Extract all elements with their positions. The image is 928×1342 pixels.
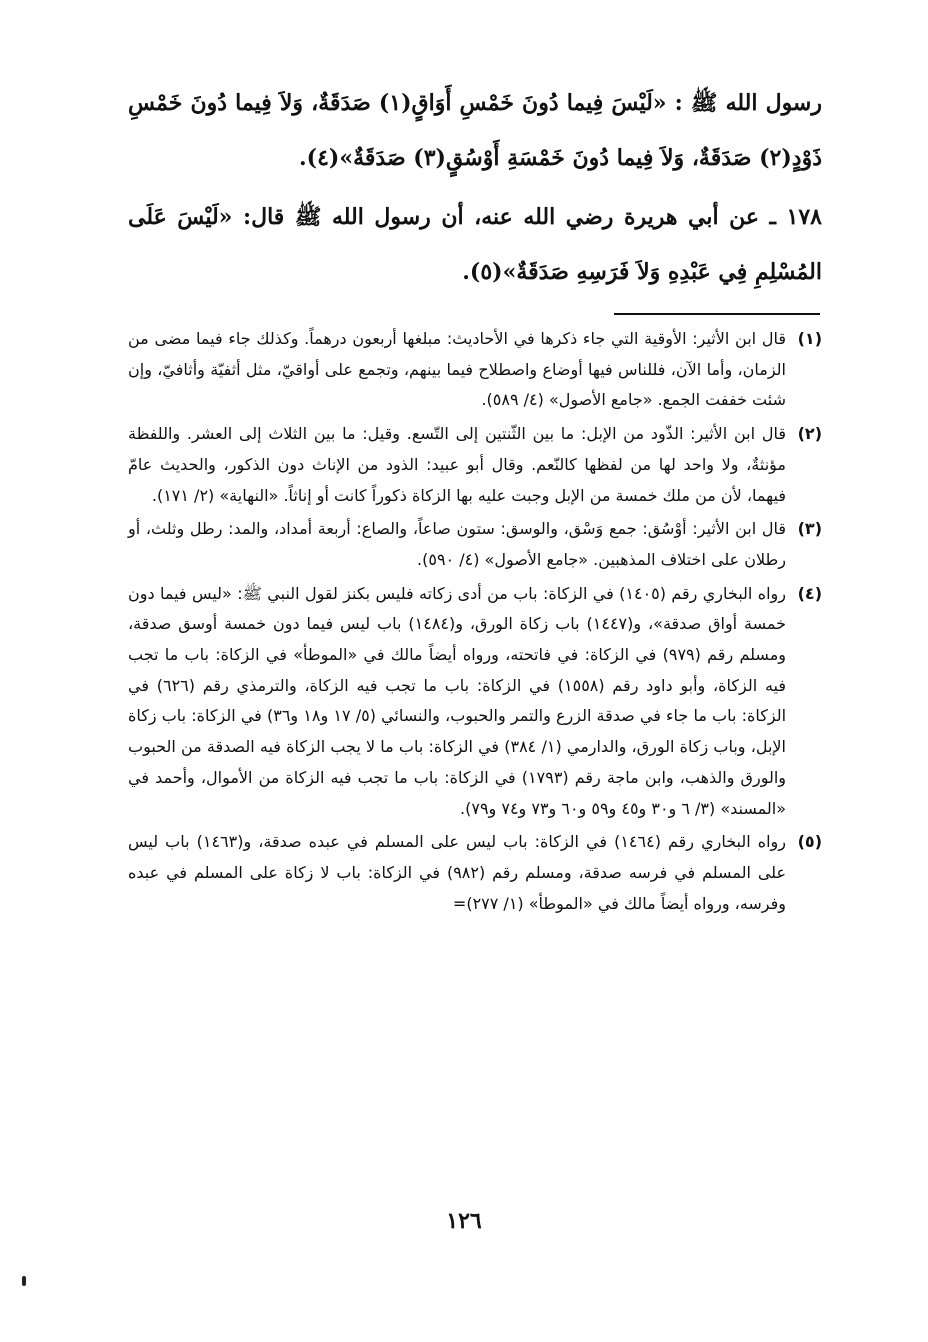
- footnote-text: رواه البخاري رقم (١٤٠٥) في الزكاة: باب من أدى زكاته فليس بكنز لقول النبي ﷺ: «ليس فيما دون خمسة أواق صدقة»، و(١٤٤٧) باب زكاة الورق، و(١٤٨٤) باب ليس فيما دون خمسة أوسق صدقة، ومسلم رقم (٩٧٩) في الزكاة: في فاتحته، ورواه أيضاً مالك في «الموطأ» في الزكاة: باب ما تجب فيه الزكاة، وأبو داود رقم (١٥٥٨) في الزكاة: باب ما تجب فيه الزكاة، والترمذي رقم (٦٢٦) في الزكاة: باب ما جاء في صدقة الزرع والتمر والحبوب، والنسائي (٥/ ١٧ و١٨ و٣٦) في الزكاة: باب زكاة الإبل، وباب زكاة الورق، والدارمي (١/ ٣٨٤) في الزكاة: باب ما لا يجب الزكاة فيه الصدقة من الحبوب والورق والذهب، وابن ماجة رقم (١٧٩٣) في الزكاة: باب ما تجب فيه الزكاة من الأموال، وأحمد في «المسند» (٣/ ٦ و٣٠ و٤٥ و٥٩ و٦٠ و٧٣ و٧٤ و٧٩).: [128, 583, 787, 818]
- footnote-number: (٤): [797, 583, 822, 603]
- footnote-1: [128, 324, 822, 416]
- main-text: [128, 76, 822, 304]
- footnote-text: رواه البخاري رقم (١٤٦٤) في الزكاة: باب ليس على المسلم في عبده صدقة، و(١٤٦٣) باب ليس على المسلم في فرسه صدقة، ومسلم رقم (٩٨٢) في الزكاة: باب لا زكاة على المسلم في عبده وفرسه، ورواه أيضاً مالك في «الموطأ» (١/ ٢٧٧)=: [128, 832, 787, 913]
- footnote-4: [128, 579, 822, 825]
- footnote-number: (٥): [797, 832, 822, 852]
- hadith-paragraph-178: ١٧٨ ـ عن أبي هريرة رضي الله عنه، أن رسول الله ﷺ قال: «لَيْسَ عَلَى المُسْلِمِ فِي عَبْدِهِ وَلاَ فَرَسِهِ صَدَقَةٌ»(٥).: [128, 204, 822, 285]
- footnote-separator: [614, 313, 820, 315]
- hadith-paragraph-continuation: رسول الله ﷺ : «لَيْسَ فِيما دُونَ خَمْسِ أَوَاقٍ(١) صَدَقَةٌ، وَلاَ فِيما دُونَ خَمْسِ ذَوْدٍ(٢) صَدَقَةٌ، وَلاَ فِيما دُونَ خَمْسَةِ أَوْسُقٍ(٣) صَدَقَةٌ»(٤).: [128, 90, 822, 171]
- page-number: ١٢٦: [446, 1208, 482, 1234]
- footnote-number: (٣): [797, 519, 822, 539]
- footnote-number: (٢): [797, 424, 822, 444]
- footnote-text: قال ابن الأثير: أوْسُق: جمع وَسْق، والوسق: ستون صاعاً، والصاع: أربعة أمداد، والمد: رطل وثلث، أو رطلان على اختلاف المذهبين. «جامع الأصول» (٤/ ٥٩٠).: [128, 519, 786, 569]
- footnote-number: (١): [797, 329, 822, 348]
- footnote-5: [128, 827, 822, 919]
- footnotes: [128, 324, 822, 922]
- scan-speck: [22, 1276, 26, 1286]
- footnote-3: [128, 514, 822, 575]
- footnote-2: [128, 419, 822, 511]
- footnote-text: قال ابن الأثير: الذّود من الإبل: ما بين الثّنتين إلى التّسع. وقيل: ما بين الثلاث إلى العشر. واللفظة مؤنثةٌ، ولا واحد لها من لفظها كالنّعم. وقال أبو عبيد: الذود من الإناث دون الذكور، والحديث عامّ فيهما، لأن من ملك خمسة من الإبل وجبت عليه بها الزكاة ذكوراً كانت أو إناثاً. «النهاية» (٢/ ١٧١).: [128, 424, 786, 505]
- footnote-text: قال ابن الأثير: الأوقية التي جاء ذكرها في الأحاديث: مبلغها أربعون درهماً. وكذلك جاء فيما مضى من الزمان، وأما الآن، فللناس فيها أوضاع واصطلاح فيما بينهم، وتجمع على أواقيّ، مثل أثفيّة وأثافيّ، وإن شئت خففت الجمع. «جامع الأصول» (٤/ ٥٨٩).: [128, 329, 786, 410]
